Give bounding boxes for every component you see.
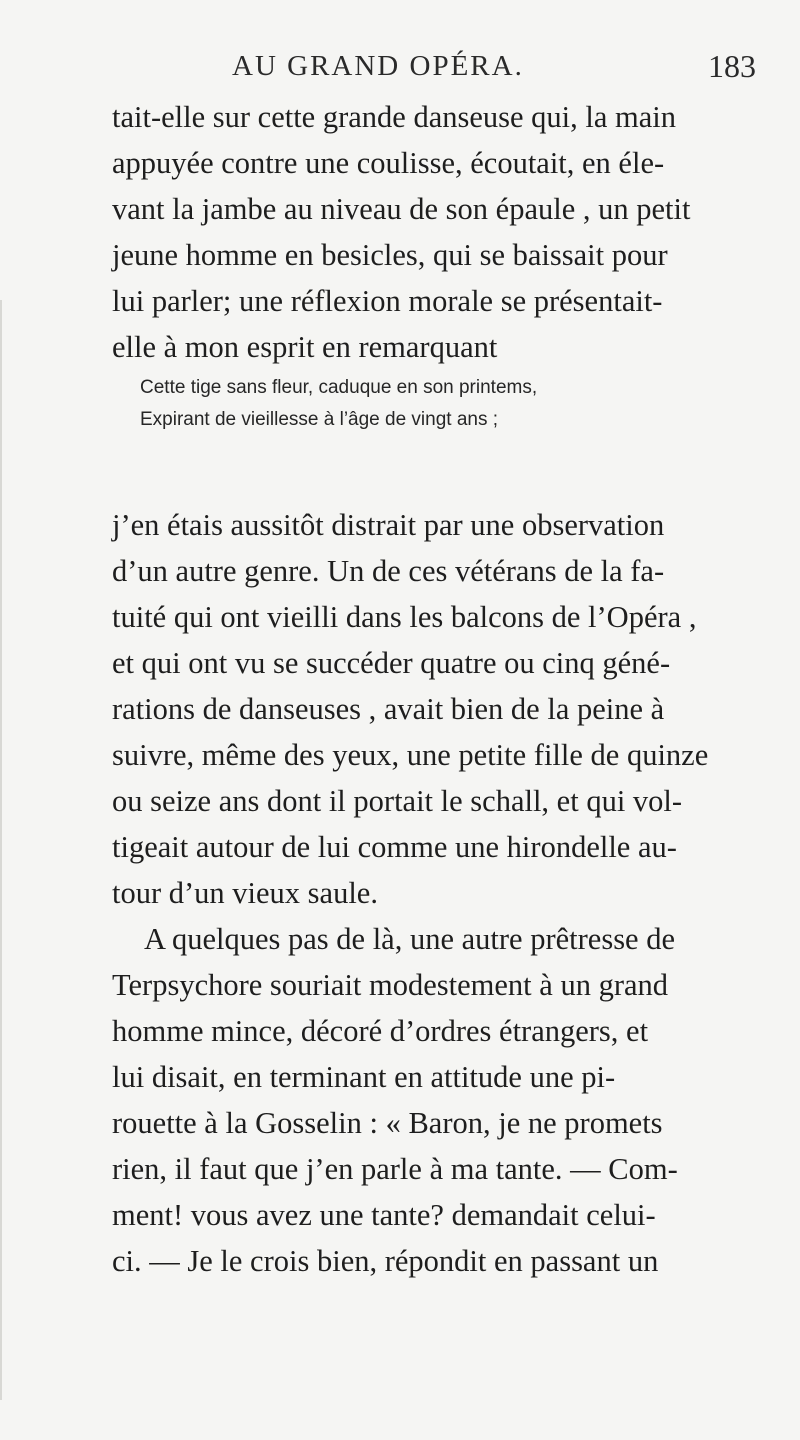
text-line: ou seize ans dont il portait le schall, et qui vol- xyxy=(112,784,683,818)
paragraph-2 xyxy=(112,502,792,1284)
text-line: jeune homme en besicles, qui se baissait pour xyxy=(112,238,668,272)
text-line: rouette à la Gosselin : « Baron, je ne promets xyxy=(112,1106,663,1140)
text-line: lui parler; une réflexion morale se présentait- xyxy=(112,284,663,318)
text-line: et qui ont vu se succéder quatre ou cinq géné- xyxy=(112,646,671,680)
text-line: A quelques pas de là, une autre prêtresse de xyxy=(144,922,676,956)
text-line: elle à mon esprit en remarquant xyxy=(112,330,498,364)
text-line: tigeait autour de lui comme une hirondelle au- xyxy=(112,830,677,864)
verse-quotation xyxy=(140,372,537,436)
text-line: tuité qui ont vieilli dans les balcons de l’Opéra , xyxy=(112,600,697,634)
paragraph-1 xyxy=(112,94,792,370)
text-line: suivre, même des yeux, une petite fille de quinze xyxy=(112,738,709,772)
text-line: ci. — Je le crois bien, répondit en passant un xyxy=(112,1244,659,1278)
text-line: j’en étais aussitôt distrait par une observation xyxy=(112,508,665,542)
text-line: vant la jambe au niveau de son épaule , un petit xyxy=(112,192,691,226)
text-line: ment! vous avez une tante? demandait celui- xyxy=(112,1198,656,1232)
running-title: AU GRAND OPÉRA. xyxy=(232,50,524,82)
text-line: rien, il faut que j’en parle à ma tante. — Com- xyxy=(112,1152,678,1186)
left-margin-shadow xyxy=(0,300,2,1400)
text-line: appuyée contre une coulisse, écoutait, en éle- xyxy=(112,146,665,180)
page-number: 183 xyxy=(708,48,756,84)
verse-line: Cette tige sans fleur, caduque en son printems, xyxy=(140,377,538,398)
text-line: lui disait, en terminant en attitude une pi- xyxy=(112,1060,616,1094)
text-line: tait-elle sur cette grande danseuse qui, la main xyxy=(112,100,677,134)
text-line: homme mince, décoré d’ordres étrangers, et xyxy=(112,1014,649,1048)
text-line: d’un autre genre. Un de ces vétérans de la fa- xyxy=(112,554,665,588)
text-line: tour d’un vieux saule. xyxy=(112,876,378,910)
text-line: rations de danseuses , avait bien de la peine à xyxy=(112,692,665,726)
text-line: Terpsychore souriait modestement à un grand xyxy=(112,968,669,1002)
verse-line: Expirant de vieillesse à l’âge de vingt ans ; xyxy=(140,409,499,430)
